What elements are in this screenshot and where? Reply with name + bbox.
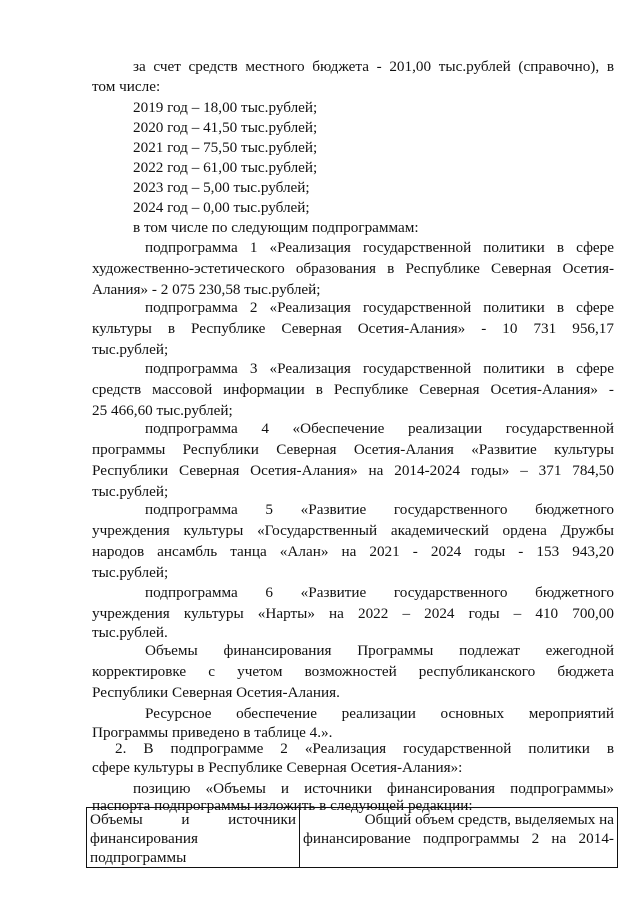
subprogram-1-line: художественно-эстетического образования в Республике Северная Осетия-: [92, 260, 614, 277]
table-right-line: Общий объем средств, выделяемых на: [364, 811, 614, 828]
year-line: 2022 год – 61,00 тыс.рублей;: [133, 159, 318, 176]
subprogram-5-line: учреждения культуры «Государственный академический ордена Дружбы: [92, 522, 614, 539]
volumes-line: корректировке с учетом возможностей республиканского бюджета: [92, 663, 614, 680]
position-line: паспорта подпрограммы изложить в следующей редакции:: [92, 797, 473, 814]
table-cell-right: [300, 808, 618, 868]
resource-line: Программы приведено в таблице 4.».: [92, 724, 333, 741]
year-line: 2023 год – 5,00 тыс.рублей;: [133, 179, 310, 196]
table-row: [87, 808, 618, 868]
year-line: 2024 год – 0,00 тыс.рублей;: [133, 199, 310, 216]
subprogram-5-line: тыс.рублей;: [92, 564, 169, 581]
subprogram-1-line: Алания» - 2 075 230,58 тыс.рублей;: [92, 281, 321, 298]
table-left-line: Объемы и источники: [90, 811, 296, 828]
subprogram-2-line: подпрограмма 2 «Реализация государственной политики в сфере: [145, 299, 614, 316]
table-right-line: финансирование подпрограммы 2 на 2014-: [303, 830, 614, 847]
table-cell-left: [87, 808, 300, 868]
year-line: 2019 год – 18,00 тыс.рублей;: [133, 99, 318, 116]
item2-line: сфере культуры в Республике Северная Осетия-Алания»:: [92, 759, 463, 776]
subprogram-3-line: подпрограмма 3 «Реализация государственной политики в сфере: [145, 360, 614, 377]
year-line: 2020 год – 41,50 тыс.рублей;: [133, 119, 318, 136]
subprogram-5-line: подпрограмма 5 «Развитие государственного бюджетного: [145, 501, 614, 518]
subprogram-2-line: тыс.рублей;: [92, 341, 169, 358]
volumes-line: Объемы финансирования Программы подлежат ежегодной: [145, 642, 614, 659]
paragraph-local-budget-cont: том числе:: [92, 78, 161, 95]
subprogram-6-line: подпрограмма 6 «Развитие государственного бюджетного: [145, 584, 614, 601]
funding-table: [86, 807, 618, 868]
subprogram-4-line: тыс.рублей;: [92, 483, 169, 500]
paragraph-including: в том числе по следующим подпрограммам:: [133, 219, 419, 236]
subprogram-3-line: 25 466,60 тыс.рублей;: [92, 402, 233, 419]
item2-line: 2. В подпрограмме 2 «Реализация государственной политики в: [115, 740, 614, 757]
subprogram-4-line: подпрограмма 4 «Обеспечение реализации государственной: [145, 420, 614, 437]
paragraph-local-budget: за счет средств местного бюджета - 201,00 тыс.рублей (справочно), в: [133, 58, 614, 75]
position-line: позицию «Объемы и источники финансирования подпрограммы»: [133, 780, 614, 797]
subprogram-6-line: тыс.рублей.: [92, 624, 168, 641]
subprogram-4-line: программы Республики Северная Осетия-Алания «Развитие культуры: [92, 441, 614, 458]
subprogram-1-line: подпрограмма 1 «Реализация государственной политики в сфере: [145, 239, 614, 256]
volumes-line: Республики Северная Осетия-Алания.: [92, 684, 340, 701]
subprogram-5-line: народов ансамбль танца «Алан» на 2021 - 2024 годы - 153 943,20: [92, 543, 614, 560]
year-line: 2021 год – 75,50 тыс.рублей;: [133, 139, 318, 156]
subprogram-2-line: культуры в Республике Северная Осетия-Алания» - 10 731 956,17: [92, 320, 614, 337]
subprogram-3-line: средств массовой информации в Республике Северная Осетия-Алания» -: [92, 381, 614, 398]
subprogram-6-line: учреждения культуры «Нарты» на 2022 – 2024 годы – 410 700,00: [92, 605, 614, 622]
subprogram-4-line: Республики Северная Осетия-Алания» на 2014-2024 годы» – 371 784,50: [92, 462, 614, 479]
table-left-line: финансирования подпрограммы: [90, 830, 198, 866]
resource-line: Ресурсное обеспечение реализации основных мероприятий: [145, 705, 614, 722]
